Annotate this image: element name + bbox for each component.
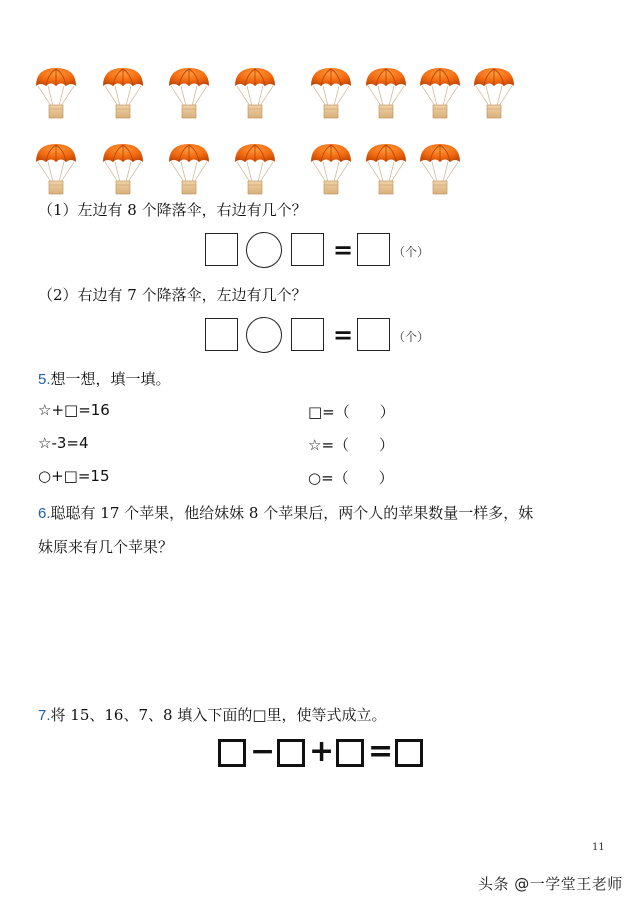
answer-box[interactable] — [277, 739, 305, 767]
parachute-icon — [364, 66, 408, 120]
q5-row-1-right[interactable]: □=（ ） — [308, 403, 395, 421]
question-text: 聪聪有 17 个苹果，他给妹妹 8 个苹果后，两个人的苹果数量一样多，妹 — [50, 504, 534, 522]
parachute-icon — [309, 66, 353, 120]
parachute-icon — [472, 66, 516, 120]
question-6-line-1 — [38, 502, 533, 523]
operator-circle[interactable] — [246, 317, 282, 353]
page-number: 11 — [592, 842, 605, 853]
answer-box[interactable] — [205, 233, 238, 266]
q5-row-3-right[interactable]: ○=（ ） — [308, 469, 394, 487]
operator-circle[interactable] — [246, 232, 282, 268]
parachute-icon — [101, 66, 145, 120]
question-4-part-1: （1）左边有 8 个降落伞，右边有几个？ — [38, 201, 307, 219]
parachute-icon — [418, 142, 462, 196]
parachute-icon — [233, 142, 277, 196]
question-6-line-2: 妹原来有几个苹果？ — [38, 538, 174, 556]
unit-label: （个） — [393, 245, 430, 259]
question-5-title — [38, 368, 171, 389]
plus-sign: + — [309, 734, 335, 769]
parachute-icon — [364, 142, 408, 196]
watermark: 头条 @一学堂王老师 — [478, 875, 623, 893]
q5-row-1-left: ☆+□=16 — [38, 401, 110, 419]
question-text: 将 15、16、7、8 填入下面的□里，使等式成立。 — [50, 706, 387, 724]
question-7-title — [38, 704, 387, 725]
parachute-icon — [418, 66, 462, 120]
answer-box[interactable] — [291, 318, 324, 351]
answer-box[interactable] — [205, 318, 238, 351]
question-text: 想一想，填一填。 — [50, 370, 171, 388]
q5-row-3-left: ○+□=15 — [38, 467, 110, 485]
equals-sign: = — [368, 734, 394, 769]
answer-box[interactable] — [395, 739, 423, 767]
equals-sign: = — [333, 236, 354, 264]
answer-box[interactable] — [357, 318, 390, 351]
parachute-icon — [167, 142, 211, 196]
answer-box[interactable] — [357, 233, 390, 266]
question-number: 6. — [38, 505, 51, 522]
equals-sign: = — [333, 321, 354, 349]
parachute-icon — [233, 66, 277, 120]
parachute-icon — [34, 66, 78, 120]
question-4-part-2: （2）右边有 7 个降落伞，左边有几个？ — [38, 286, 307, 304]
parachute-icon — [34, 142, 78, 196]
question-number: 7. — [38, 707, 51, 724]
unit-label: （个） — [393, 330, 430, 344]
q5-row-2-left: ☆-3=4 — [38, 434, 89, 452]
answer-box[interactable] — [291, 233, 324, 266]
q5-row-2-right[interactable]: ☆=（ ） — [308, 436, 395, 454]
question-number: 5. — [38, 371, 51, 388]
parachute-icon — [101, 142, 145, 196]
parachute-icon — [167, 66, 211, 120]
answer-box[interactable] — [218, 739, 246, 767]
minus-sign: − — [250, 734, 276, 769]
answer-box[interactable] — [336, 739, 364, 767]
parachute-icon — [309, 142, 353, 196]
